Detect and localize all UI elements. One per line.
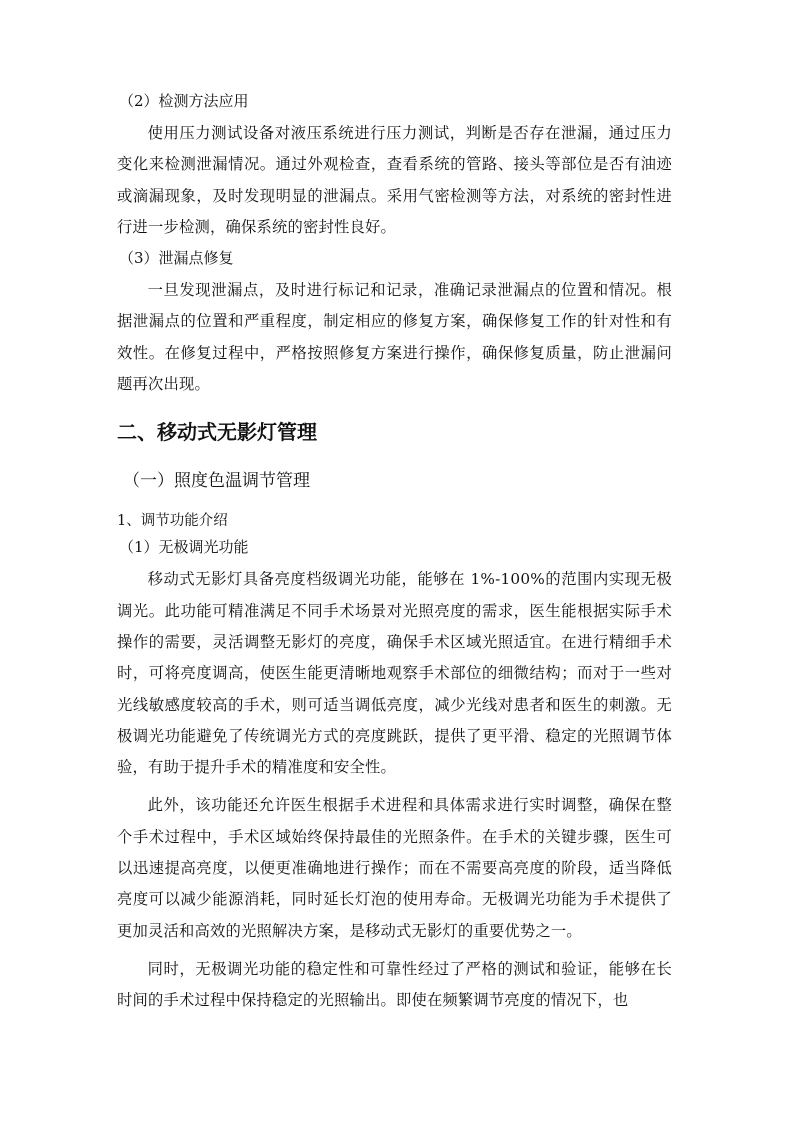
document-page: [117, 90, 672, 1017]
stepless-dimming-paragraph-2: 此外，该功能还允许医生根据手术进程和具体需求进行实时调整，确保在整个手术过程中，手术区域始终保持最佳的光照条件。在手术的关键步骤，医生可以迅速提高亮度，以便更准确地进行操作；而在不需要高亮度的阶段，适当降低亮度可以减少能源消耗，同时延长灯泡的使用寿命。无极调光功能为手术提供了更加灵活和高效的光照解决方案，是移动式无影灯的重要优势之一。: [117, 796, 672, 940]
stepless-dimming-paragraph-1: 移动式无影灯具备亮度档级调光功能，能够在 1%-100%的范围内实现无极调光。此功能可精准满足不同手术场景对光照亮度的需求，医生能根据实际手术操作的需要，灵活调整无影灯的亮度，确保手术区域光照适宜。在进行精细手术时，可将亮度调高，使医生能更清晰地观察手术部位的细微结构；而对于一些对光线敏感度较高的手术，则可适当调低亮度，减少光线对患者和医生的刺激。无极调光功能避免了传统调光方式的亮度跳跃，提供了更平滑、稳定的光照调节体验，有助于提升手术的精准度和安全性。: [117, 570, 672, 777]
stepless-dimming-heading: （1）无极调光功能: [119, 538, 249, 557]
detect-method-heading: （2）检测方法应用: [119, 92, 249, 110]
leak-repair-heading: （3）泄漏点修复: [119, 249, 234, 268]
detect-method-paragraph: 使用压力测试设备对液压系统进行压力测试，判断是否存在泄漏，通过压力变化来检测泄漏情况。通过外观检查，查看系统的管路、接头等部位是否有油迹或滴漏现象，及时发现明显的泄漏点。采用气密检测等方法，对系统的密封性进行进一步检测，确保系统的密封性良好。: [117, 124, 672, 236]
leak-repair-paragraph: 一旦发现泄漏点，及时进行标记和记录，准确记录泄漏点的位置和情况。根据泄漏点的位置和严重程度，制定相应的修复方案，确保修复工作的针对性和有效性。在修复过程中，严格按照修复方案进行操作，确保修复质量，防止泄漏问题再次出现。: [117, 281, 672, 394]
chapter-title: 二、移动式无影灯管理: [117, 420, 317, 445]
subsection-title: 1、调节功能介绍: [117, 513, 228, 530]
section-title: （一）照度色温调节管理: [123, 471, 310, 492]
stepless-dimming-paragraph-3: 同时，无极调光功能的稳定性和可靠性经过了严格的测试和验证，能够在长时间的手术过程中保持稳定的光照输出。即使在频繁调节亮度的情况下，也: [117, 959, 672, 1010]
